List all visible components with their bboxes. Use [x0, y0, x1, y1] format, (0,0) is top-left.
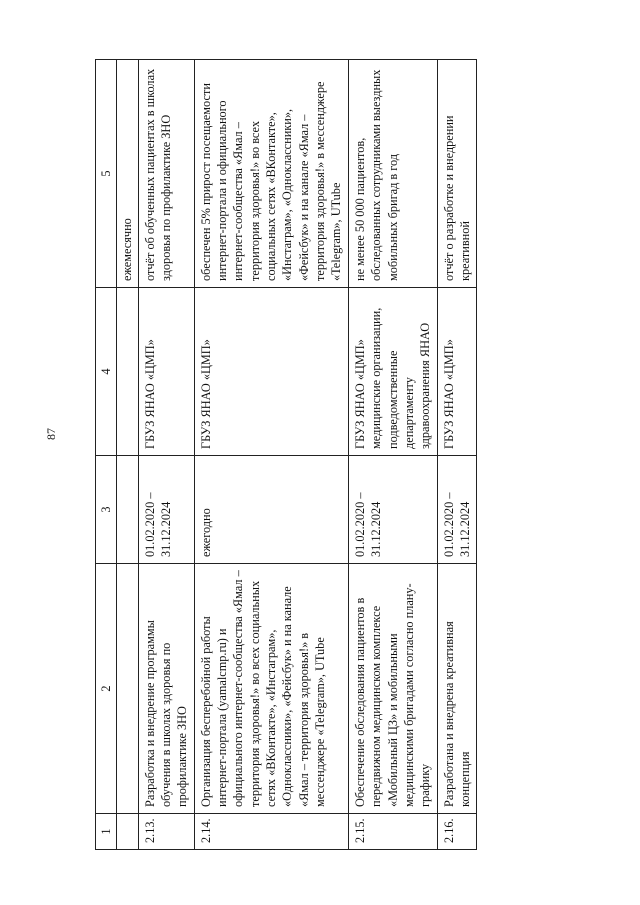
column-header: 3 [96, 456, 117, 564]
table-cell-executor: ГБУЗ ЯНАО «ЦМП» [437, 288, 477, 456]
table-row [437, 60, 477, 850]
table-cell-task: Организация бесперебойной работы интернет-портала (yamalcmp.ru) и официального интернет-сообщества «Ямал – территория здоровья!» во всех социальных сетях «ВКонтакте», «Инстаграм», «Одноклассники», «Фейсбук» и на канале «Ямал – территория здоровья!» в мессенджере «Telegram», UTube [194, 564, 348, 814]
table-cell-period: 01.02.2020 – 31.12.2024 [437, 456, 477, 564]
table-cell-result: отчёт о разработке и внедрении креативной [437, 60, 477, 288]
table-cell-executor: ГБУЗ ЯНАО «ЦМП» медицинские организации, подведомственные департаменту здравоохранения ЯНАО [348, 288, 437, 456]
rotated-table-container [95, 60, 605, 850]
header-row [96, 60, 117, 850]
table-cell-result: ежемесячно [117, 60, 138, 288]
page-number: 87 [44, 428, 58, 440]
table-cell-result: обеспечен 5% прирост посещаемости интернет-портала и официального интернет-сообщества «Ямал – территория здоровья!» во всех социальных сетях «ВКонтакте», «Инстаграм», «Одноклассники», «Фейсбук» и на канале «Ямал – территория здоровья!» в мессенджере «Telegram», UTube [194, 60, 348, 288]
plan-table [95, 59, 477, 850]
table-cell-number: 2.16. [437, 814, 477, 850]
table-cell-task: Обеспечение обследования пациентов в передвижном медицинском комплексе «Мобильный ЦЗ» и мобильными медицинскими бригадами согласно плану-графику [348, 564, 437, 814]
column-header: 5 [96, 60, 117, 288]
table-cell-task: Разработана и внедрена креативная концепция [437, 564, 477, 814]
table-cell-task: Разработка и внедрение программы обучения в школах здоровья по профилактике ЗНО [138, 564, 194, 814]
table-cell-result: отчёт об обученных пациентах в школах здоровья по профилактике ЗНО [138, 60, 194, 288]
column-header: 4 [96, 288, 117, 456]
table-cell-number: 2.13. [138, 814, 194, 850]
table-cell-period: ежегодно [194, 456, 348, 564]
table-cell-number: 2.15. [348, 814, 437, 850]
table-cell-number: 2.14. [194, 814, 348, 850]
table-row [138, 60, 194, 850]
table-cell-period: 01.02.2020 – 31.12.2024 [138, 456, 194, 564]
table-cell-period: 01.02.2020 – 31.12.2024 [348, 456, 437, 564]
table-row [348, 60, 437, 850]
column-header: 2 [96, 564, 117, 814]
previous-row-continuation [117, 60, 138, 850]
table-cell-executor: ГБУЗ ЯНАО «ЦМП» [194, 288, 348, 456]
table-row [194, 60, 348, 850]
column-header: 1 [96, 814, 117, 850]
table-cell-result: не менее 50 000 пациентов, обследованных сотрудниками выездных мобильных бригад в год [348, 60, 437, 288]
table-cell-executor: ГБУЗ ЯНАО «ЦМП» [138, 288, 194, 456]
